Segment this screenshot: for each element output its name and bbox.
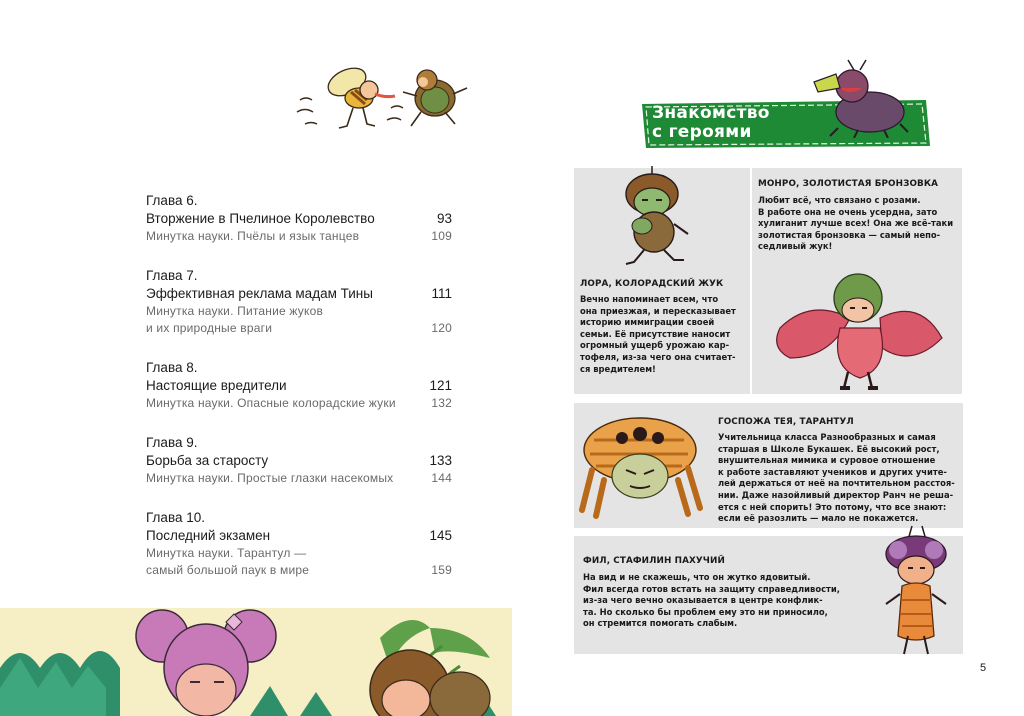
character-text-fil: На вид и не скажешь, что он жутко ядовитый. Фил всегда готов встать на защиту справедливости, из-за чего вечно оказывается в центре конфлик- та. Но сколько бы проблем ему это ни приносило, он стремится помогать слабым. [583, 572, 840, 629]
chapter-title: Эффективная реклама мадам Тины [146, 286, 373, 301]
chapter-title: Настоящие вредители [146, 378, 287, 393]
character-text-monro: Любит всё, что связано с розами. В работе она не очень усердна, зато хулиганит лучше всех! Она же всё-таки золотистая бронзовка — самый непо- седливый жук! [758, 195, 954, 252]
science-minute-line: Минутка науки. Питание жуков [146, 304, 324, 318]
character-name-teya: ГОСПОЖА ТЕЯ, ТАРАНТУЛ [718, 417, 854, 427]
character-text-teya: Учительница класса Разнообразных и самая старшая в Школе Букашек. Её высокий рост, внушительная мимика и суровое отношение к работе заставляют учеников и других учите- лей держаться от неё на почтительном расстоя- нии. Даже назойливый директор Ранч не реша- ется с ней спорить! Это потому, что все знают: если её разозлить — мало не покажется. [718, 432, 955, 524]
running-bugs-illustration [295, 60, 485, 140]
toc-chapter-8[interactable] [146, 359, 452, 412]
chapter-page: 121 [429, 378, 452, 393]
toc-chapter-7[interactable] [146, 267, 452, 337]
chapter-label: Глава 6. [146, 193, 198, 208]
chapter-title: Вторжение в Пчелиное Королевство [146, 211, 375, 226]
science-minute-line: и их природные враги [146, 321, 273, 335]
chapter-page: 133 [429, 453, 452, 468]
toc-chapter-10[interactable] [146, 509, 452, 579]
science-minute-page: 132 [431, 396, 452, 410]
heading-line-1: Знакомство [652, 103, 770, 123]
science-minute-page: 159 [431, 563, 452, 577]
chapter-title: Борьба за старосту [146, 453, 269, 468]
chapter-page: 145 [429, 528, 452, 543]
science-minute-line: Минутка науки. Пчёлы и язык танцев [146, 229, 360, 243]
character-name-monro: МОНРО, ЗОЛОТИСТАЯ БРОНЗОВКА [758, 179, 939, 189]
bottom-characters-illustration [0, 608, 512, 716]
chapter-page: 93 [436, 211, 452, 226]
chapter-title: Последний экзамен [146, 528, 271, 543]
fil-illustration [872, 524, 958, 662]
page-number: 5 [980, 662, 987, 674]
character-name-fil: ФИЛ, СТАФИЛИН ПАХУЧИЙ [583, 556, 725, 566]
character-text-lora: Вечно напоминает всем, что она приезжая, и пересказывает историю иммиграции своей семьи. Её присутствие наносит огромный ущерб урожаю кар- тофеля, из-за чего она считает- ся вредителем! [580, 294, 736, 374]
chapter-label: Глава 8. [146, 360, 198, 375]
science-minute-line: самый большой паук в мире [146, 563, 310, 577]
chapter-label: Глава 9. [146, 435, 198, 450]
toc-chapter-9[interactable] [146, 434, 452, 487]
teya-illustration [574, 410, 704, 520]
chapter-label: Глава 10. [146, 510, 205, 525]
toc-chapter-6[interactable] [146, 192, 452, 245]
science-minute-page: 109 [431, 229, 452, 243]
science-minute-line: Минутка науки. Тарантул — [146, 546, 307, 560]
science-minute-page: 120 [431, 321, 452, 335]
character-name-lora: ЛОРА, КОЛОРАДСКИЙ ЖУК [580, 279, 724, 289]
science-minute-line: Минутка науки. Опасные колорадские жуки [146, 396, 396, 410]
heading-line-2: с героями [652, 122, 752, 142]
lora-illustration [604, 164, 700, 268]
monro-illustration [770, 268, 946, 392]
chapter-page: 111 [431, 286, 452, 301]
science-minute-line: Минутка науки. Простые глазки насекомых [146, 471, 394, 485]
megaphone-bug-illustration [808, 58, 918, 138]
chapter-label: Глава 7. [146, 268, 198, 283]
table-of-contents [146, 192, 452, 601]
page-heading [652, 104, 812, 142]
science-minute-page: 144 [431, 471, 452, 485]
